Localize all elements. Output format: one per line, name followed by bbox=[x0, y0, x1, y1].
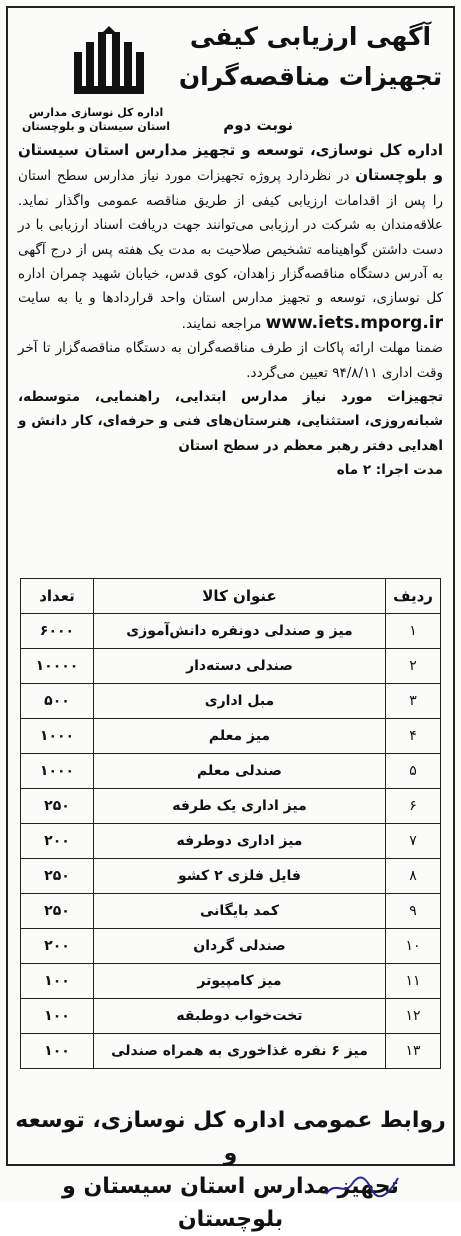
footer-line1: روابط عمومی اداره کل نوسازی، توسعه و bbox=[15, 1108, 446, 1166]
body-paragraph-2: ضمنا مهلت ارائه پاکات از طرف مناقصه‌گران به دستگاه مناقصه‌گزار تا آخر وقت اداری ۹۴/۸/۱۱ تعیین می‌گردد. bbox=[18, 340, 443, 381]
notice-title-line2: تجهیزات مناقصه‌گران bbox=[178, 62, 443, 91]
organization-logo-icon bbox=[70, 26, 148, 100]
item-count: ۱۰۰ bbox=[21, 1034, 94, 1069]
row-number: ۹ bbox=[386, 894, 441, 929]
item-title: میز اداری یک طرفه bbox=[94, 789, 386, 824]
item-title: تخت‌خواب دوطبقه bbox=[94, 999, 386, 1034]
items-table bbox=[20, 578, 441, 1069]
item-count: ۱۰۰ bbox=[21, 999, 94, 1034]
row-number: ۱۱ bbox=[386, 964, 441, 999]
item-title: کمد بایگانی bbox=[94, 894, 386, 929]
organization-name-line1: اداره کل نوسازی مدارس bbox=[28, 106, 164, 119]
body-paragraph-1 bbox=[18, 138, 443, 336]
table-row bbox=[21, 1034, 441, 1069]
row-number: ۶ bbox=[386, 789, 441, 824]
row-number: ۱۰ bbox=[386, 929, 441, 964]
item-title: صندلی دسته‌دار bbox=[94, 649, 386, 684]
item-count: ۶۰۰۰ bbox=[21, 614, 94, 649]
table-row bbox=[21, 859, 441, 894]
organization-name-line2: استان سیستان و بلوچستان bbox=[21, 120, 171, 133]
item-count: ۲۵۰ bbox=[21, 789, 94, 824]
item-title: میز و صندلی دونفره دانش‌آموزی bbox=[94, 614, 386, 649]
table-row bbox=[21, 754, 441, 789]
items-table-header bbox=[21, 579, 441, 614]
table-row bbox=[21, 789, 441, 824]
body-text: در نظردارد پروژه تجهیزات مورد نیاز مدارس سطح استان را پس از اقدامات ارزیابی کیفی از طریق مناقصه عمومی واگذار نماید. علاقه‌مندان به شرکت در ارزیابی می‌توانند جهت دریافت اسناد ارزیابی با در دست داشتن گواهینامه تشخیص صلاحیت به مدت یک هفته پس از درج آگهی به آدرس دستگاه مناقصه‌گزار زاهدان، کوی قدس، خیابان شهید چمران اداره کل نوسازی، توسعه و تجهیز مدارس استان واحد قراردادها و یا به سایت bbox=[18, 168, 443, 307]
table-row bbox=[21, 719, 441, 754]
item-title: میز معلم bbox=[94, 719, 386, 754]
table-row bbox=[21, 614, 441, 649]
table-row bbox=[21, 999, 441, 1034]
column-header-count: تعداد bbox=[21, 579, 94, 614]
column-header-title: عنوان کالا bbox=[94, 579, 386, 614]
row-number: ۲ bbox=[386, 649, 441, 684]
table-row bbox=[21, 684, 441, 719]
table-row bbox=[21, 824, 441, 859]
item-count: ۲۵۰ bbox=[21, 859, 94, 894]
table-row bbox=[21, 964, 441, 999]
item-count: ۱۰۰ bbox=[21, 964, 94, 999]
item-count: ۱۰۰۰۰ bbox=[21, 649, 94, 684]
item-title: میز ۶ نفره غذاخوری به همراه صندلی bbox=[94, 1034, 386, 1069]
table-row bbox=[21, 929, 441, 964]
notice-body bbox=[18, 138, 443, 483]
item-title: فایل فلزی ۲ کشو bbox=[94, 859, 386, 894]
publication-round: نوبت دوم bbox=[223, 116, 293, 134]
item-count: ۲۵۰ bbox=[21, 894, 94, 929]
item-title: صندلی گردان bbox=[94, 929, 386, 964]
body-paragraph-3: تجهیزات مورد نیاز مدارس ابتدایی، راهنمایی، متوسطه، شبانه‌روزی، استثنایی، هنرستان‌های فنی و حرفه‌ای، کار دانش و اهدایی دفتر رهبر معظم در سطح استان bbox=[18, 389, 443, 454]
notice-title-line1: آگهی ارزیابی کیفی bbox=[189, 22, 432, 51]
item-count: ۲۰۰ bbox=[21, 929, 94, 964]
table-row bbox=[21, 649, 441, 684]
body-text-end: مراجعه نمایند. bbox=[181, 315, 266, 332]
table-row bbox=[21, 894, 441, 929]
item-title: صندلی معلم bbox=[94, 754, 386, 789]
item-count: ۵۰۰ bbox=[21, 684, 94, 719]
footer-line2: تجهیز مدارس استان سیستان و بلوچستان bbox=[62, 1174, 399, 1232]
body-lead: اداره کل نوسازی، توسعه و تجهیز مدارس استان سیستان و بلوچستان bbox=[18, 141, 443, 185]
row-number: ۱ bbox=[386, 614, 441, 649]
execution-duration: مدت اجرا: ۲ ماه bbox=[336, 462, 443, 479]
item-title: مبل اداری bbox=[94, 684, 386, 719]
item-count: ۱۰۰۰ bbox=[21, 719, 94, 754]
notice-footer bbox=[14, 1104, 447, 1236]
item-count: ۲۰۰ bbox=[21, 824, 94, 859]
row-number: ۵ bbox=[386, 754, 441, 789]
item-title: میز اداری دوطرفه bbox=[94, 824, 386, 859]
row-number: ۱۳ bbox=[386, 1034, 441, 1069]
organization-name bbox=[16, 106, 176, 134]
column-header-row: ردیف bbox=[386, 579, 441, 614]
row-number: ۱۲ bbox=[386, 999, 441, 1034]
item-title: میز کامپیوتر bbox=[94, 964, 386, 999]
row-number: ۸ bbox=[386, 859, 441, 894]
row-number: ۳ bbox=[386, 684, 441, 719]
website-link[interactable]: www.iets.mporg.ir bbox=[265, 312, 443, 333]
row-number: ۴ bbox=[386, 719, 441, 754]
item-count: ۱۰۰۰ bbox=[21, 754, 94, 789]
row-number: ۷ bbox=[386, 824, 441, 859]
handwritten-mark-icon bbox=[322, 1172, 402, 1200]
